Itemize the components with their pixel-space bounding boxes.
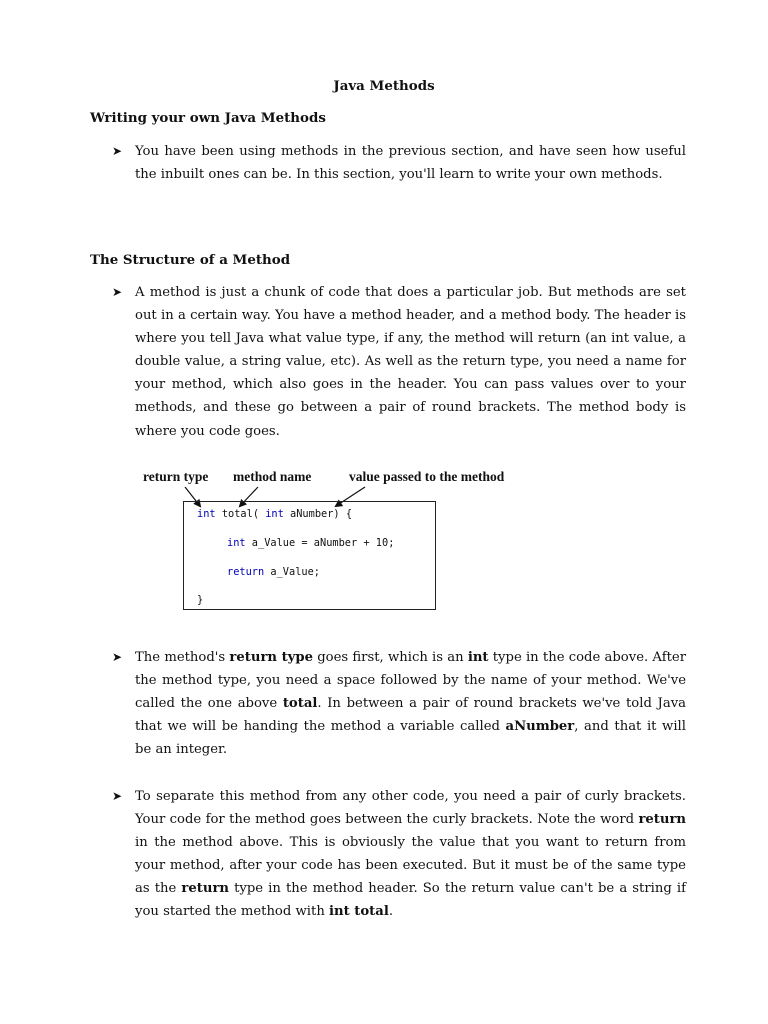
method-diagram <box>140 466 560 616</box>
arrow-bullet-icon: ➤ <box>112 285 123 299</box>
arrow-bullet-icon: ➤ <box>112 144 123 158</box>
section-heading-writing-methods: Writing your own Java Methods <box>90 110 326 126</box>
label-method-name: method name <box>233 469 312 484</box>
code-line-4: } <box>197 594 204 606</box>
page-title: Java Methods <box>333 78 435 94</box>
bullet-curly-brackets <box>112 785 686 924</box>
bullet-intro <box>112 140 686 186</box>
arrow-bullet-icon: ➤ <box>112 650 123 664</box>
code-box <box>183 501 436 610</box>
bullet-structure <box>112 281 686 443</box>
code-line-3: return a_Value; <box>227 566 320 578</box>
code-line-1: int total( int aNumber) { <box>197 508 353 520</box>
bullet-return-type-text: The method's return type goes first, which is an int type in the code above. After the method type, you need a space followed by the name of your method. We've called the one above total. In between a pair of round brackets we've told Java that we will be handing the method a variable called aNumber, and that it will be an integer. <box>135 650 687 758</box>
bullet-structure-text: A method is just a chunk of code that does a particular job. But methods are set out in a certain way. You have a method header, and a method body. The header is where you tell Java what value type, if any, the method will return (an int value, a double value, a string value, etc). As well as the return type, you need a name for your method, which also goes in the header. You can pass values over to your methods, and these go between a pair of round brackets. The method body is where you code goes. <box>135 285 686 439</box>
bullet-curly-brackets-text: To separate this method from any other code, you need a pair of curly brackets. Your code for the method goes between the curly brackets. Note the word return in the method above. This is obviously the value that you want to return from your method, after your code has been executed. But it must be of the same type as the return type in the method header. So the return value can't be a string if you started the method with int total. <box>135 789 686 920</box>
bullet-intro-text: You have been using methods in the previous section, and have seen how useful the inbuilt ones can be. In this section, you'll learn to write your own methods. <box>135 144 686 183</box>
label-value-passed: value passed to the method <box>349 469 505 484</box>
code-line-2: int a_Value = aNumber + 10; <box>227 537 395 549</box>
bullet-return-type <box>112 646 686 761</box>
section-heading-structure: The Structure of a Method <box>90 252 291 268</box>
label-return-type: return type <box>143 469 209 484</box>
arrow-bullet-icon: ➤ <box>112 789 123 803</box>
